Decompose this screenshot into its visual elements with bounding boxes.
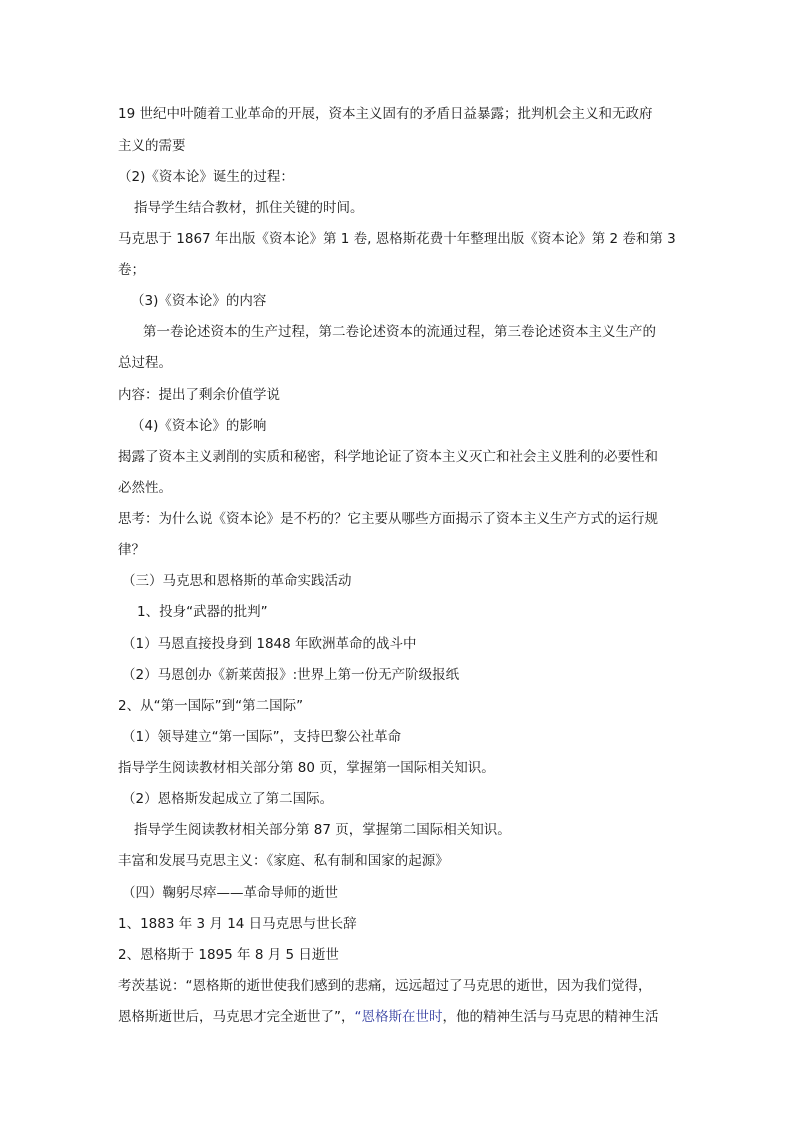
paragraph-line: 丰富和发展马克思主义：《家庭、私有制和国家的起源》 <box>118 853 449 869</box>
paragraph-line: 第一卷论述资本的生产过程，第二卷论述资本的流通过程，第三卷论述资本主义生产的 <box>143 324 656 340</box>
paragraph-line: 指导学生阅读教材相关部分第 87 页，掌握第二国际相关知识。 <box>134 822 511 838</box>
paragraph-line: 卷； <box>118 262 145 278</box>
paragraph-line: 指导学生结合教材，抓住关键的时间。 <box>134 200 364 216</box>
section-heading: （2)《资本论》诞生的过程： <box>118 169 294 185</box>
section-heading: （3)《资本论》的内容 <box>131 293 267 309</box>
list-item: 2、恩格斯于 1895 年 8 月 5 日逝世 <box>118 947 339 963</box>
list-item: （1）领导建立“第一国际”，支持巴黎公社革命 <box>122 729 402 745</box>
quote-line: 考茨基说：“恩格斯的逝世使我们感到的悲痛，远远超过了马克思的逝世，因为我们觉得， <box>118 978 652 994</box>
quote-line <box>118 1007 684 1027</box>
paragraph-line: 思考：为什么说《资本论》是不朽的？它主要从哪些方面揭示了资本主义生产方式的运行规 <box>118 511 658 527</box>
section-heading: （四）鞠躬尽瘁——革命导师的逝世 <box>122 885 338 901</box>
paragraph-line: 主义的需要 <box>118 138 186 154</box>
list-item: （2）恩格斯发起成立了第二国际。 <box>122 791 334 807</box>
quote-part: 恩格斯逝世后，马克思才完全逝世了”， <box>118 1009 355 1025</box>
paragraph-line: 律？ <box>118 542 145 558</box>
paragraph-line: 指导学生阅读教材相关部分第 80 页，掌握第一国际相关知识。 <box>118 760 495 776</box>
section-heading: （三）马克思和恩格斯的革命实践活动 <box>122 573 352 589</box>
paragraph-line: 揭露了资本主义剥削的实质和秘密，科学地论证了资本主义灭亡和社会主义胜利的必要性和 <box>118 449 658 465</box>
subsection-heading: 1、投身“武器的批判” <box>137 604 268 620</box>
paragraph-line: 19 世纪中叶随着工业革命的开展，资本主义固有的矛盾日益暴露；批判机会主义和无政府 <box>118 106 653 122</box>
quote-highlight: “恩格斯在世时 <box>354 1009 443 1025</box>
paragraph-line: 必然性。 <box>118 480 172 496</box>
list-item: （2）马恩创办《新莱茵报》:世界上第一份无产阶级报纸 <box>122 667 460 683</box>
subsection-heading: 2、从“第一国际”到“第二国际” <box>118 698 304 714</box>
paragraph-line: 总过程。 <box>118 355 172 371</box>
paragraph-line: 马克思于 1867 年出版《资本论》第 1 卷, 恩格斯花费十年整理出版《资本论》第 2 卷和第 3 <box>118 231 676 247</box>
list-item: （1）马恩直接投身到 1848 年欧洲革命的战斗中 <box>122 636 417 652</box>
quote-part: ，他的精神生活与马克思的精神生活 <box>442 1009 659 1025</box>
paragraph-line: 内容：提出了剩余价值学说 <box>118 387 280 403</box>
section-heading: （4)《资本论》的影响 <box>131 418 267 434</box>
list-item: 1、1883 年 3 月 14 日马克思与世长辞 <box>118 916 357 932</box>
